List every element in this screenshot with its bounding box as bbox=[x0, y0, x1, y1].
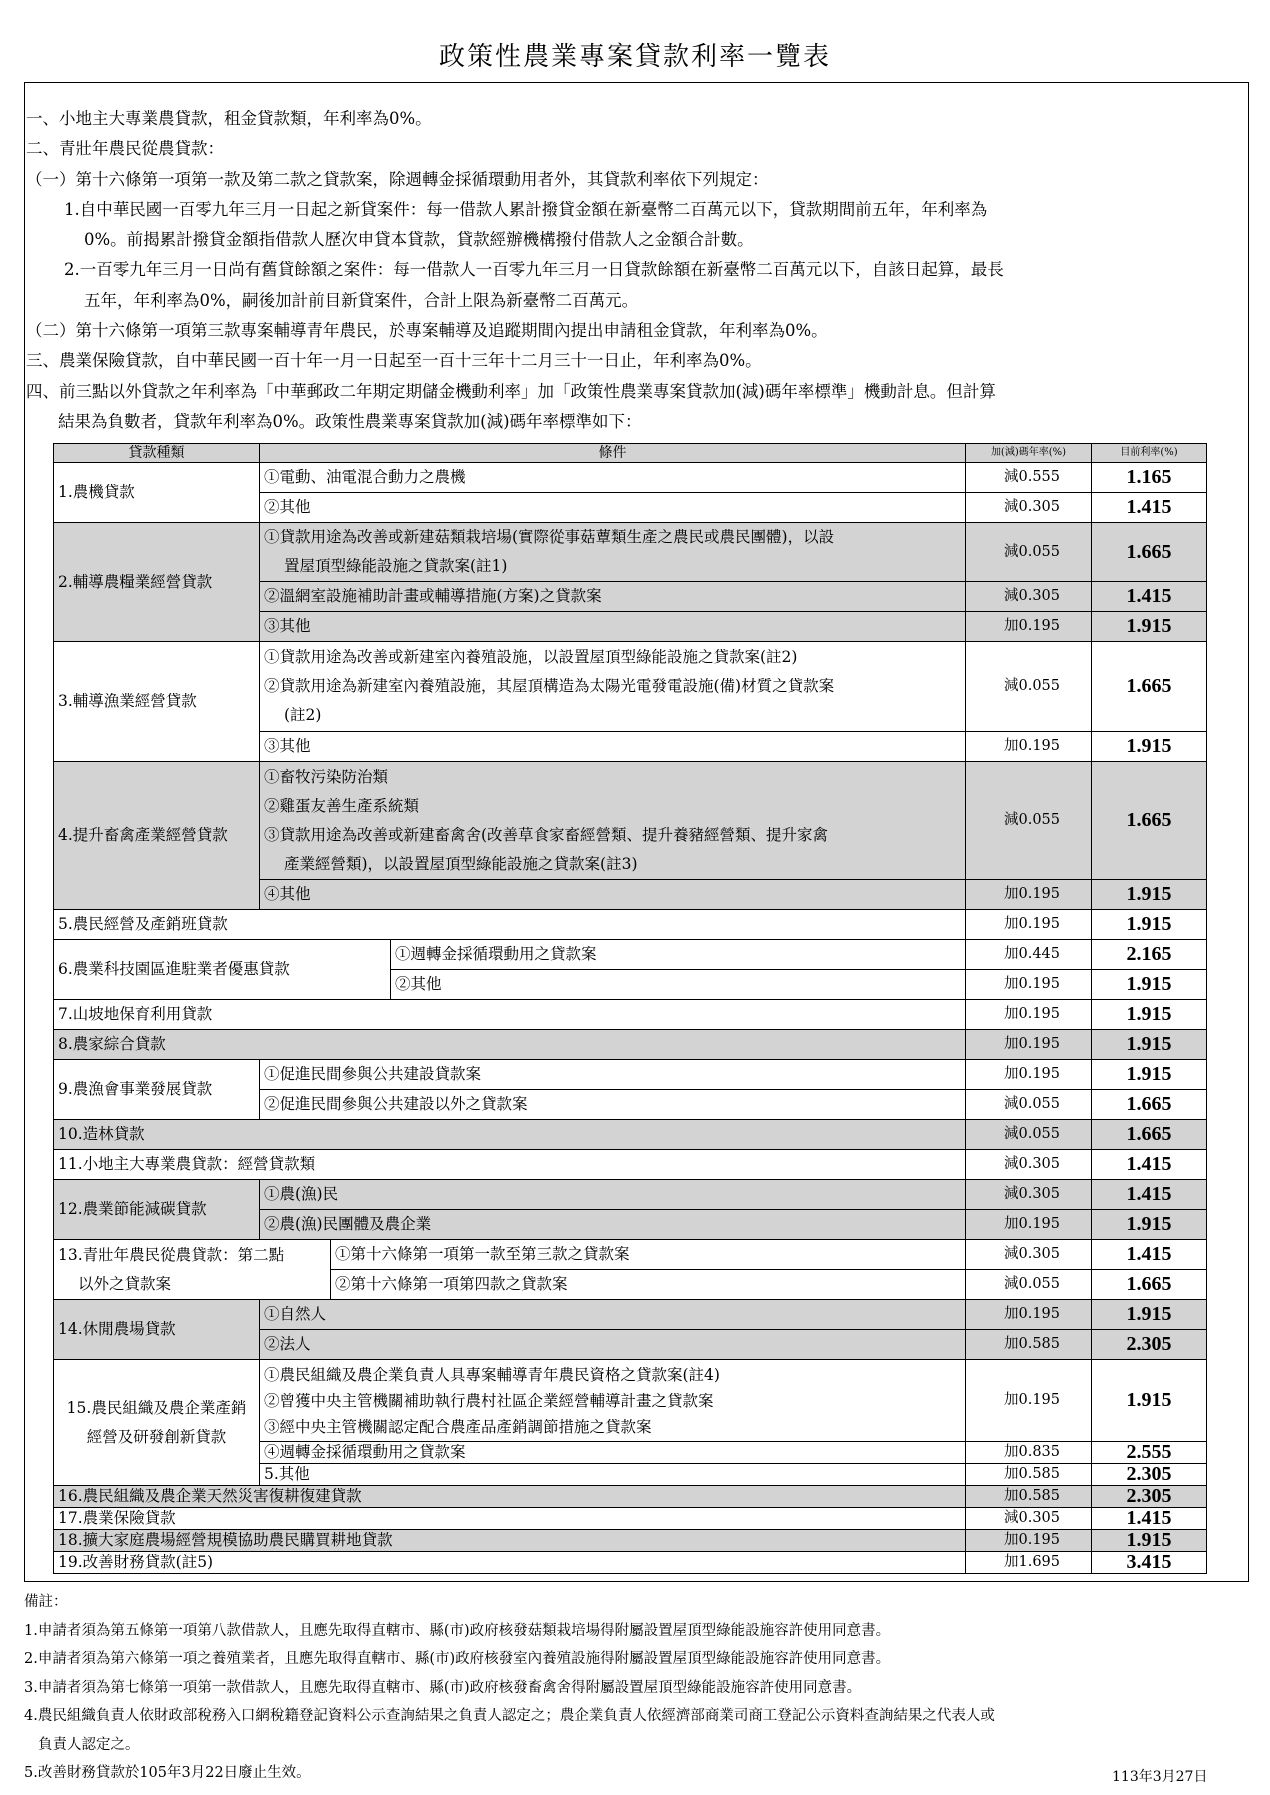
condition-line: 置屋頂型綠能設施之貸款案(註1) bbox=[284, 557, 508, 575]
rate: 1.665 bbox=[1092, 1120, 1207, 1150]
rate: 1.665 bbox=[1092, 1270, 1207, 1300]
loan-type: 18.擴大家庭農場經營規模協助農民購買耕地貸款 bbox=[54, 1530, 966, 1552]
table-row bbox=[54, 1150, 1207, 1180]
rate: 2.165 bbox=[1092, 940, 1207, 970]
adjustment: 加1.695 bbox=[966, 1552, 1092, 1574]
intro-line: 四、前三點以外貸款之年利率為「中華郵政二年期定期儲金機動利率」加「政策性農業專案貸款加(減)碼年率標準」機動計息。但計算 bbox=[26, 381, 996, 401]
adjustment: 加0.195 bbox=[966, 1530, 1092, 1552]
loan-type-line: 經營及研發創新貸款 bbox=[86, 1427, 227, 1446]
condition-line: ①貸款用途為改善或新建菇類栽培場(實際從事菇蕈類生產之農民或農民團體)，以設 bbox=[264, 528, 835, 546]
loan-type bbox=[54, 1360, 260, 1486]
adjustment: 加0.585 bbox=[966, 1486, 1092, 1508]
rate: 1.415 bbox=[1092, 493, 1207, 523]
rate: 1.915 bbox=[1092, 1060, 1207, 1090]
rate: 1.415 bbox=[1092, 1150, 1207, 1180]
rate: 1.915 bbox=[1092, 970, 1207, 1000]
condition: ②其他 bbox=[260, 493, 966, 523]
intro-line: 三、農業保險貸款，自中華民國一百十年一月一日起至一百十三年十二月三十一日止，年利率為0%。 bbox=[26, 351, 762, 371]
condition-line: ③貸款用途為改善或新建畜禽舍(改善草食家畜經營類、提升養豬經營類、提升家禽 bbox=[264, 825, 829, 844]
table-row bbox=[54, 1000, 1207, 1030]
rate-table bbox=[53, 443, 1207, 1574]
intro-line: 二、青壯年農民從農貸款： bbox=[26, 139, 224, 159]
rate: 1.915 bbox=[1092, 910, 1207, 940]
rate: 1.915 bbox=[1092, 1300, 1207, 1330]
condition-line: ②雞蛋友善生產系統類 bbox=[264, 796, 420, 815]
adjustment: 減0.305 bbox=[966, 1508, 1092, 1530]
condition: ②第十六條第一項第四款之貸款案 bbox=[331, 1270, 966, 1300]
condition: ②法人 bbox=[260, 1330, 966, 1360]
condition-line: ②曾獲中央主管機關補助執行農村社區企業經營輔導計畫之貸款案 bbox=[264, 1391, 714, 1410]
intro-line: 一、小地主大專業農貸款，租金貸款類，年利率為0%。 bbox=[26, 109, 432, 128]
loan-type: 5.農民經營及產銷班貸款 bbox=[54, 910, 966, 940]
condition bbox=[260, 762, 966, 880]
rate: 2.305 bbox=[1092, 1486, 1207, 1508]
table-row bbox=[54, 1060, 1207, 1090]
rate: 3.415 bbox=[1092, 1552, 1207, 1574]
loan-type-line: 以外之貸款案 bbox=[78, 1274, 172, 1293]
document-date: 113年3月27日 bbox=[1112, 1769, 1208, 1785]
rate: 1.415 bbox=[1092, 582, 1207, 612]
rate: 2.555 bbox=[1092, 1442, 1207, 1464]
table-row bbox=[54, 1552, 1207, 1574]
condition: ②農(漁)民團體及農企業 bbox=[260, 1210, 966, 1240]
condition bbox=[260, 1360, 966, 1442]
table-row bbox=[54, 463, 1207, 493]
loan-type: 14.休閒農場貸款 bbox=[54, 1300, 260, 1360]
adjustment: 減0.305 bbox=[966, 1240, 1092, 1270]
rate: 1.915 bbox=[1092, 732, 1207, 762]
condition bbox=[260, 642, 966, 732]
loan-type: 2.輔導農糧業經營貸款 bbox=[54, 523, 260, 642]
table-row bbox=[54, 1240, 1207, 1270]
intro-line: 2.一百零九年三月一日尚有舊貸餘額之案件：每一借款人一百零九年三月一日貸款餘額在新臺幣二百萬元以下，自該日起算，最長 bbox=[64, 260, 1004, 280]
rate: 1.665 bbox=[1092, 1090, 1207, 1120]
adjustment: 加0.195 bbox=[966, 1360, 1092, 1442]
adjustment: 加0.195 bbox=[966, 732, 1092, 762]
header-cell: 加(減)碼年率(%) bbox=[966, 444, 1092, 463]
table-row bbox=[54, 1360, 1207, 1442]
adjustment: 減0.305 bbox=[966, 493, 1092, 523]
table-row bbox=[54, 1120, 1207, 1150]
rate: 1.665 bbox=[1092, 642, 1207, 732]
loan-type: 7.山坡地保育利用貸款 bbox=[54, 1000, 966, 1030]
condition: ②其他 bbox=[391, 970, 966, 1000]
rate: 2.305 bbox=[1092, 1464, 1207, 1486]
table-row bbox=[54, 910, 1207, 940]
loan-type: 19.改善財務貸款(註5) bbox=[54, 1552, 966, 1574]
rate: 2.305 bbox=[1092, 1330, 1207, 1360]
adjustment: 加0.195 bbox=[966, 1210, 1092, 1240]
condition-line: ①貸款用途為改善或新建室內養殖設施，以設置屋頂型綠能設施之貸款案(註2) bbox=[264, 648, 798, 666]
adjustment: 加0.195 bbox=[966, 1000, 1092, 1030]
adjustment: 減0.055 bbox=[966, 1090, 1092, 1120]
loan-type: 9.農漁會事業發展貸款 bbox=[54, 1060, 260, 1120]
page-title: 政策性農業專案貸款利率一覽表 bbox=[438, 42, 831, 72]
notes-section bbox=[24, 1588, 1254, 1788]
condition-line: 產業經營類)，以設置屋頂型綠能設施之貸款案(註3) bbox=[284, 854, 638, 873]
intro-section bbox=[26, 104, 1246, 437]
adjustment: 減0.055 bbox=[966, 642, 1092, 732]
adjustment: 減0.305 bbox=[966, 1180, 1092, 1210]
loan-type: 4.提升畜禽產業經營貸款 bbox=[54, 762, 260, 910]
adjustment: 加0.835 bbox=[966, 1442, 1092, 1464]
loan-type: 16.農民組織及農企業天然災害復耕復建貸款 bbox=[54, 1486, 966, 1508]
adjustment: 加0.195 bbox=[966, 880, 1092, 910]
adjustment: 減0.555 bbox=[966, 463, 1092, 493]
table-row bbox=[54, 642, 1207, 732]
loan-type: 11.小地主大專業農貸款：經營貸款類 bbox=[54, 1150, 966, 1180]
adjustment: 加0.585 bbox=[966, 1464, 1092, 1486]
note-line: 2.申請者須為第六條第一項之養殖業者，且應先取得直轄市、縣(市)政府核發室內養殖設施得附屬設置屋頂型綠能設施容許使用同意書。 bbox=[24, 1651, 891, 1667]
header-cell: 條件 bbox=[260, 444, 966, 463]
note-line: 1.申請者須為第五條第一項第八款借款人，且應先取得直轄市、縣(市)政府核發菇類栽培場得附屬設置屋頂型綠能設施容許使用同意書。 bbox=[24, 1622, 891, 1639]
adjustment: 減0.305 bbox=[966, 1150, 1092, 1180]
intro-line: 五年，年利率為0%，嗣後加計前目新貸案件，合計上限為新臺幣二百萬元。 bbox=[84, 290, 639, 310]
condition bbox=[260, 523, 966, 582]
note-line: 5.改善財務貸款於105年3月22日廢止生效。 bbox=[24, 1765, 311, 1781]
condition: ③其他 bbox=[260, 732, 966, 762]
intro-line: 0%。前揭累計撥貸金額指借款人歷次申貸本貸款，貸款經辦機構撥付借款人之金額合計數。 bbox=[84, 230, 754, 250]
header-cell: 目前利率(%) bbox=[1092, 444, 1207, 463]
condition-line: ③經中央主管機關認定配合農產品產銷調節措施之貸款案 bbox=[264, 1417, 652, 1436]
condition: ①電動、油電混合動力之農機 bbox=[260, 463, 966, 493]
adjustment: 減0.305 bbox=[966, 582, 1092, 612]
rate: 1.915 bbox=[1092, 1210, 1207, 1240]
loan-type: 8.農家綜合貸款 bbox=[54, 1030, 966, 1060]
loan-type-line: 13.青壯年農民從農貸款：第二點 bbox=[58, 1245, 285, 1264]
condition: ④其他 bbox=[260, 880, 966, 910]
rate: 1.915 bbox=[1092, 1030, 1207, 1060]
rate: 1.915 bbox=[1092, 612, 1207, 642]
adjustment: 減0.055 bbox=[966, 762, 1092, 880]
condition: ①週轉金採循環動用之貸款案 bbox=[391, 940, 966, 970]
rate: 1.915 bbox=[1092, 1360, 1207, 1442]
condition: ④週轉金採循環動用之貸款案 bbox=[260, 1442, 966, 1464]
table-row bbox=[54, 1300, 1207, 1330]
condition-line: ①農民組織及農企業負責人具專案輔導青年農民資格之貸款案(註4) bbox=[264, 1365, 720, 1384]
adjustment: 加0.195 bbox=[966, 1030, 1092, 1060]
table-row bbox=[54, 1530, 1207, 1552]
intro-line: 1.自中華民國一百零九年三月一日起之新貸案件：每一借款人累計撥貸金額在新臺幣二百萬元以下，貸款期間前五年，年利率為 bbox=[64, 199, 988, 219]
note-line: 3.申請者須為第七條第一項第一款借款人，且應先取得直轄市、縣(市)政府核發畜禽舍得附屬設置屋頂型綠能設施容許使用同意書。 bbox=[24, 1679, 862, 1696]
condition: ②促進民間參與公共建設以外之貸款案 bbox=[260, 1090, 966, 1120]
adjustment: 減0.055 bbox=[966, 523, 1092, 582]
loan-type-line: 15.農民組織及農企業產銷 bbox=[66, 1398, 247, 1417]
rate: 1.165 bbox=[1092, 463, 1207, 493]
note-line: 負責人認定之。 bbox=[38, 1736, 140, 1753]
adjustment: 減0.055 bbox=[966, 1270, 1092, 1300]
condition: ①促進民間參與公共建設貸款案 bbox=[260, 1060, 966, 1090]
table-row bbox=[54, 1180, 1207, 1210]
adjustment: 加0.195 bbox=[966, 1060, 1092, 1090]
header-cell: 貸款種類 bbox=[54, 444, 260, 463]
adjustment: 加0.585 bbox=[966, 1330, 1092, 1360]
loan-type: 6.農業科技園區進駐業者優惠貸款 bbox=[54, 940, 391, 1000]
table-row bbox=[54, 940, 1207, 970]
table-header bbox=[54, 444, 1207, 463]
rate: 1.415 bbox=[1092, 1508, 1207, 1530]
intro-line: （一）第十六條第一項第一款及第二款之貸款案，除週轉金採循環動用者外，其貸款利率依下列規定： bbox=[26, 169, 769, 189]
loan-type: 1.農機貸款 bbox=[54, 463, 260, 523]
loan-type: 12.農業節能減碳貸款 bbox=[54, 1180, 260, 1240]
notes-heading: 備註： bbox=[24, 1594, 68, 1610]
rate: 1.665 bbox=[1092, 523, 1207, 582]
note-line: 4.農民組織負責人依財政部稅務入口網稅籍登記資料公示查詢結果之負責人認定之；農企業負責人依經濟部商業司商工登記公示資料查詢結果之代表人或 bbox=[24, 1708, 995, 1724]
condition: ①農(漁)民 bbox=[260, 1180, 966, 1210]
condition: ③其他 bbox=[260, 612, 966, 642]
condition: 5.其他 bbox=[260, 1464, 966, 1486]
adjustment: 加0.195 bbox=[966, 970, 1092, 1000]
condition: ①自然人 bbox=[260, 1300, 966, 1330]
condition-line: (註2) bbox=[284, 706, 322, 724]
rate: 1.665 bbox=[1092, 762, 1207, 880]
rate: 1.915 bbox=[1092, 1000, 1207, 1030]
rate: 1.915 bbox=[1092, 1530, 1207, 1552]
table-row bbox=[54, 523, 1207, 582]
adjustment: 加0.195 bbox=[966, 910, 1092, 940]
condition-line: ②貸款用途為新建室內養殖設施，其屋頂構造為太陽光電發電設施(備)材質之貸款案 bbox=[264, 677, 835, 695]
adjustment: 加0.195 bbox=[966, 1300, 1092, 1330]
intro-line: 結果為負數者，貸款年利率為0%。政策性農業專案貸款加(減)碼年率標準如下： bbox=[58, 411, 642, 431]
table-row bbox=[54, 1486, 1207, 1508]
rate: 1.915 bbox=[1092, 880, 1207, 910]
table-row bbox=[54, 1508, 1207, 1530]
loan-type: 10.造林貸款 bbox=[54, 1120, 966, 1150]
rate: 1.415 bbox=[1092, 1180, 1207, 1210]
condition-line: ①畜牧污染防治類 bbox=[264, 767, 389, 786]
table-row bbox=[54, 1030, 1207, 1060]
rate: 1.415 bbox=[1092, 1240, 1207, 1270]
loan-type: 3.輔導漁業經營貸款 bbox=[54, 642, 260, 762]
condition: ②溫網室設施補助計畫或輔導措施(方案)之貸款案 bbox=[260, 582, 966, 612]
adjustment: 加0.195 bbox=[966, 612, 1092, 642]
condition: ①第十六條第一項第一款至第三款之貸款案 bbox=[331, 1240, 966, 1270]
adjustment: 減0.055 bbox=[966, 1120, 1092, 1150]
loan-type: 17.農業保險貸款 bbox=[54, 1508, 966, 1530]
intro-line: （二）第十六條第一項第三款專案輔導青年農民，於專案輔導及追蹤期間內提出申請租金貸款，年利率為0%。 bbox=[26, 321, 828, 341]
loan-type bbox=[54, 1240, 331, 1300]
adjustment: 加0.445 bbox=[966, 940, 1092, 970]
table-row bbox=[54, 762, 1207, 880]
